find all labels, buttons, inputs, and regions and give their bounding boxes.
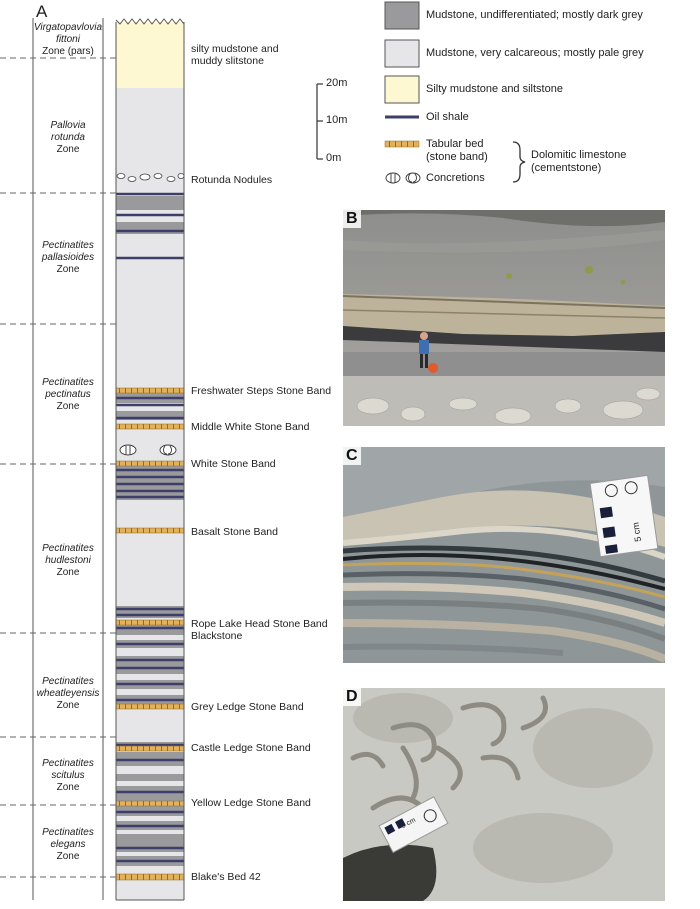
legend-oil-shale-text: Oil shale: [426, 111, 469, 123]
white-stone-band: [116, 461, 184, 466]
panel-a-label: A: [36, 2, 48, 21]
zone-pallasioides: Pectinatites pallasioides Zone: [41, 240, 95, 275]
legend-tabular-text-1: Tabular bed: [426, 138, 484, 150]
photo-c-scene: [343, 447, 665, 663]
zone-elegans: Pectinatites elegans Zone: [42, 827, 94, 862]
legend-dolomitic-text-2: (cementstone): [531, 162, 602, 174]
blakes-bed-42: [116, 874, 184, 880]
scale-bar: [317, 84, 323, 159]
legend-stone-band-swatch: [385, 141, 419, 147]
legend-dark-mudstone-swatch: [385, 2, 419, 29]
zone-scitulus: Pectinatites scitulus Zone: [42, 758, 94, 793]
castle-ledge-band: [116, 746, 184, 751]
basalt-stone-band: [116, 528, 184, 533]
label-blackstone: Blackstone: [191, 630, 243, 642]
legend-brace: [513, 142, 525, 182]
legend-concretions-text: Concretions: [426, 172, 485, 184]
label-blakes-bed: Blake's Bed 42: [191, 871, 261, 883]
label-white-stone: White Stone Band: [191, 458, 276, 470]
legend-silty-swatch: [385, 76, 419, 103]
zone-wheatleyensis: Pectinatites wheatleyensis Zone: [36, 676, 100, 711]
label-rope-lake: Rope Lake Head Stone Band: [191, 618, 328, 630]
legend-tabular-text-2: (stone band): [426, 151, 488, 163]
photo-b-scene: [343, 210, 665, 426]
panel-d-label: D: [343, 688, 361, 706]
photo-c-banded-rock: [343, 447, 665, 663]
silty-unit: [116, 22, 184, 88]
scale-mid-label: 10m: [326, 114, 348, 126]
yellow-ledge-band: [116, 801, 184, 806]
zone-boundaries: [0, 58, 116, 877]
scale-bottom-label: 0m: [326, 152, 342, 164]
legend-dolomitic-text-1: Dolomitic limestone: [531, 149, 627, 161]
legend-dark-mudstone-text: Mudstone, undifferentiated; mostly dark grey: [426, 9, 643, 21]
label-grey-ledge: Grey Ledge Stone Band: [191, 701, 304, 713]
legend-silty-text: Silty mudstone and siltstone: [426, 83, 563, 95]
photo-c-scale-text: 5 cm: [630, 521, 644, 543]
label-basalt: Basalt Stone Band: [191, 526, 278, 538]
zone-pectinatus: Pectinatites pectinatus Zone: [42, 377, 94, 412]
scale-top-label: 20m: [326, 77, 348, 89]
label-freshwater-steps: Freshwater Steps Stone Band: [191, 385, 332, 397]
label-middle-white: Middle White Stone Band: [191, 421, 310, 433]
grey-ledge-band: [116, 704, 184, 709]
freshwater-steps-band: [116, 388, 184, 393]
photo-d-scene: [343, 688, 665, 901]
middle-white-band: [116, 424, 184, 429]
label-yellow-ledge: Yellow Ledge Stone Band: [191, 797, 311, 809]
label-castle-ledge: Castle Ledge Stone Band: [191, 742, 311, 754]
photo-c-scale-card: [590, 475, 658, 556]
photo-b-cliff: [343, 210, 665, 426]
legend-pale-mudstone-swatch: [385, 40, 419, 67]
label-silty-1: silty mudstone and: [191, 43, 279, 55]
label-rotunda-nodules: Rotunda Nodules: [191, 174, 273, 186]
photo-d-bedding-surface: [343, 688, 665, 901]
panel-c-label: C: [343, 447, 361, 465]
label-silty-2: muddy slitstone: [191, 55, 264, 67]
zone-hudlestoni: Pectinatites hudlestoni Zone: [42, 543, 94, 578]
rope-lake-head-band: [116, 620, 184, 625]
zone-fittoni: Virgatopavlovia fittoni Zone (pars): [33, 22, 103, 57]
panel-b-label: B: [343, 210, 361, 228]
photo-d-scale-text: 5 cm: [400, 816, 417, 831]
legend-pale-mudstone-text: Mudstone, very calcareous; mostly pale grey: [426, 47, 644, 59]
legend-concretion-swatch: [386, 173, 420, 183]
zone-rotunda: Pallovia rotunda Zone: [50, 120, 86, 155]
